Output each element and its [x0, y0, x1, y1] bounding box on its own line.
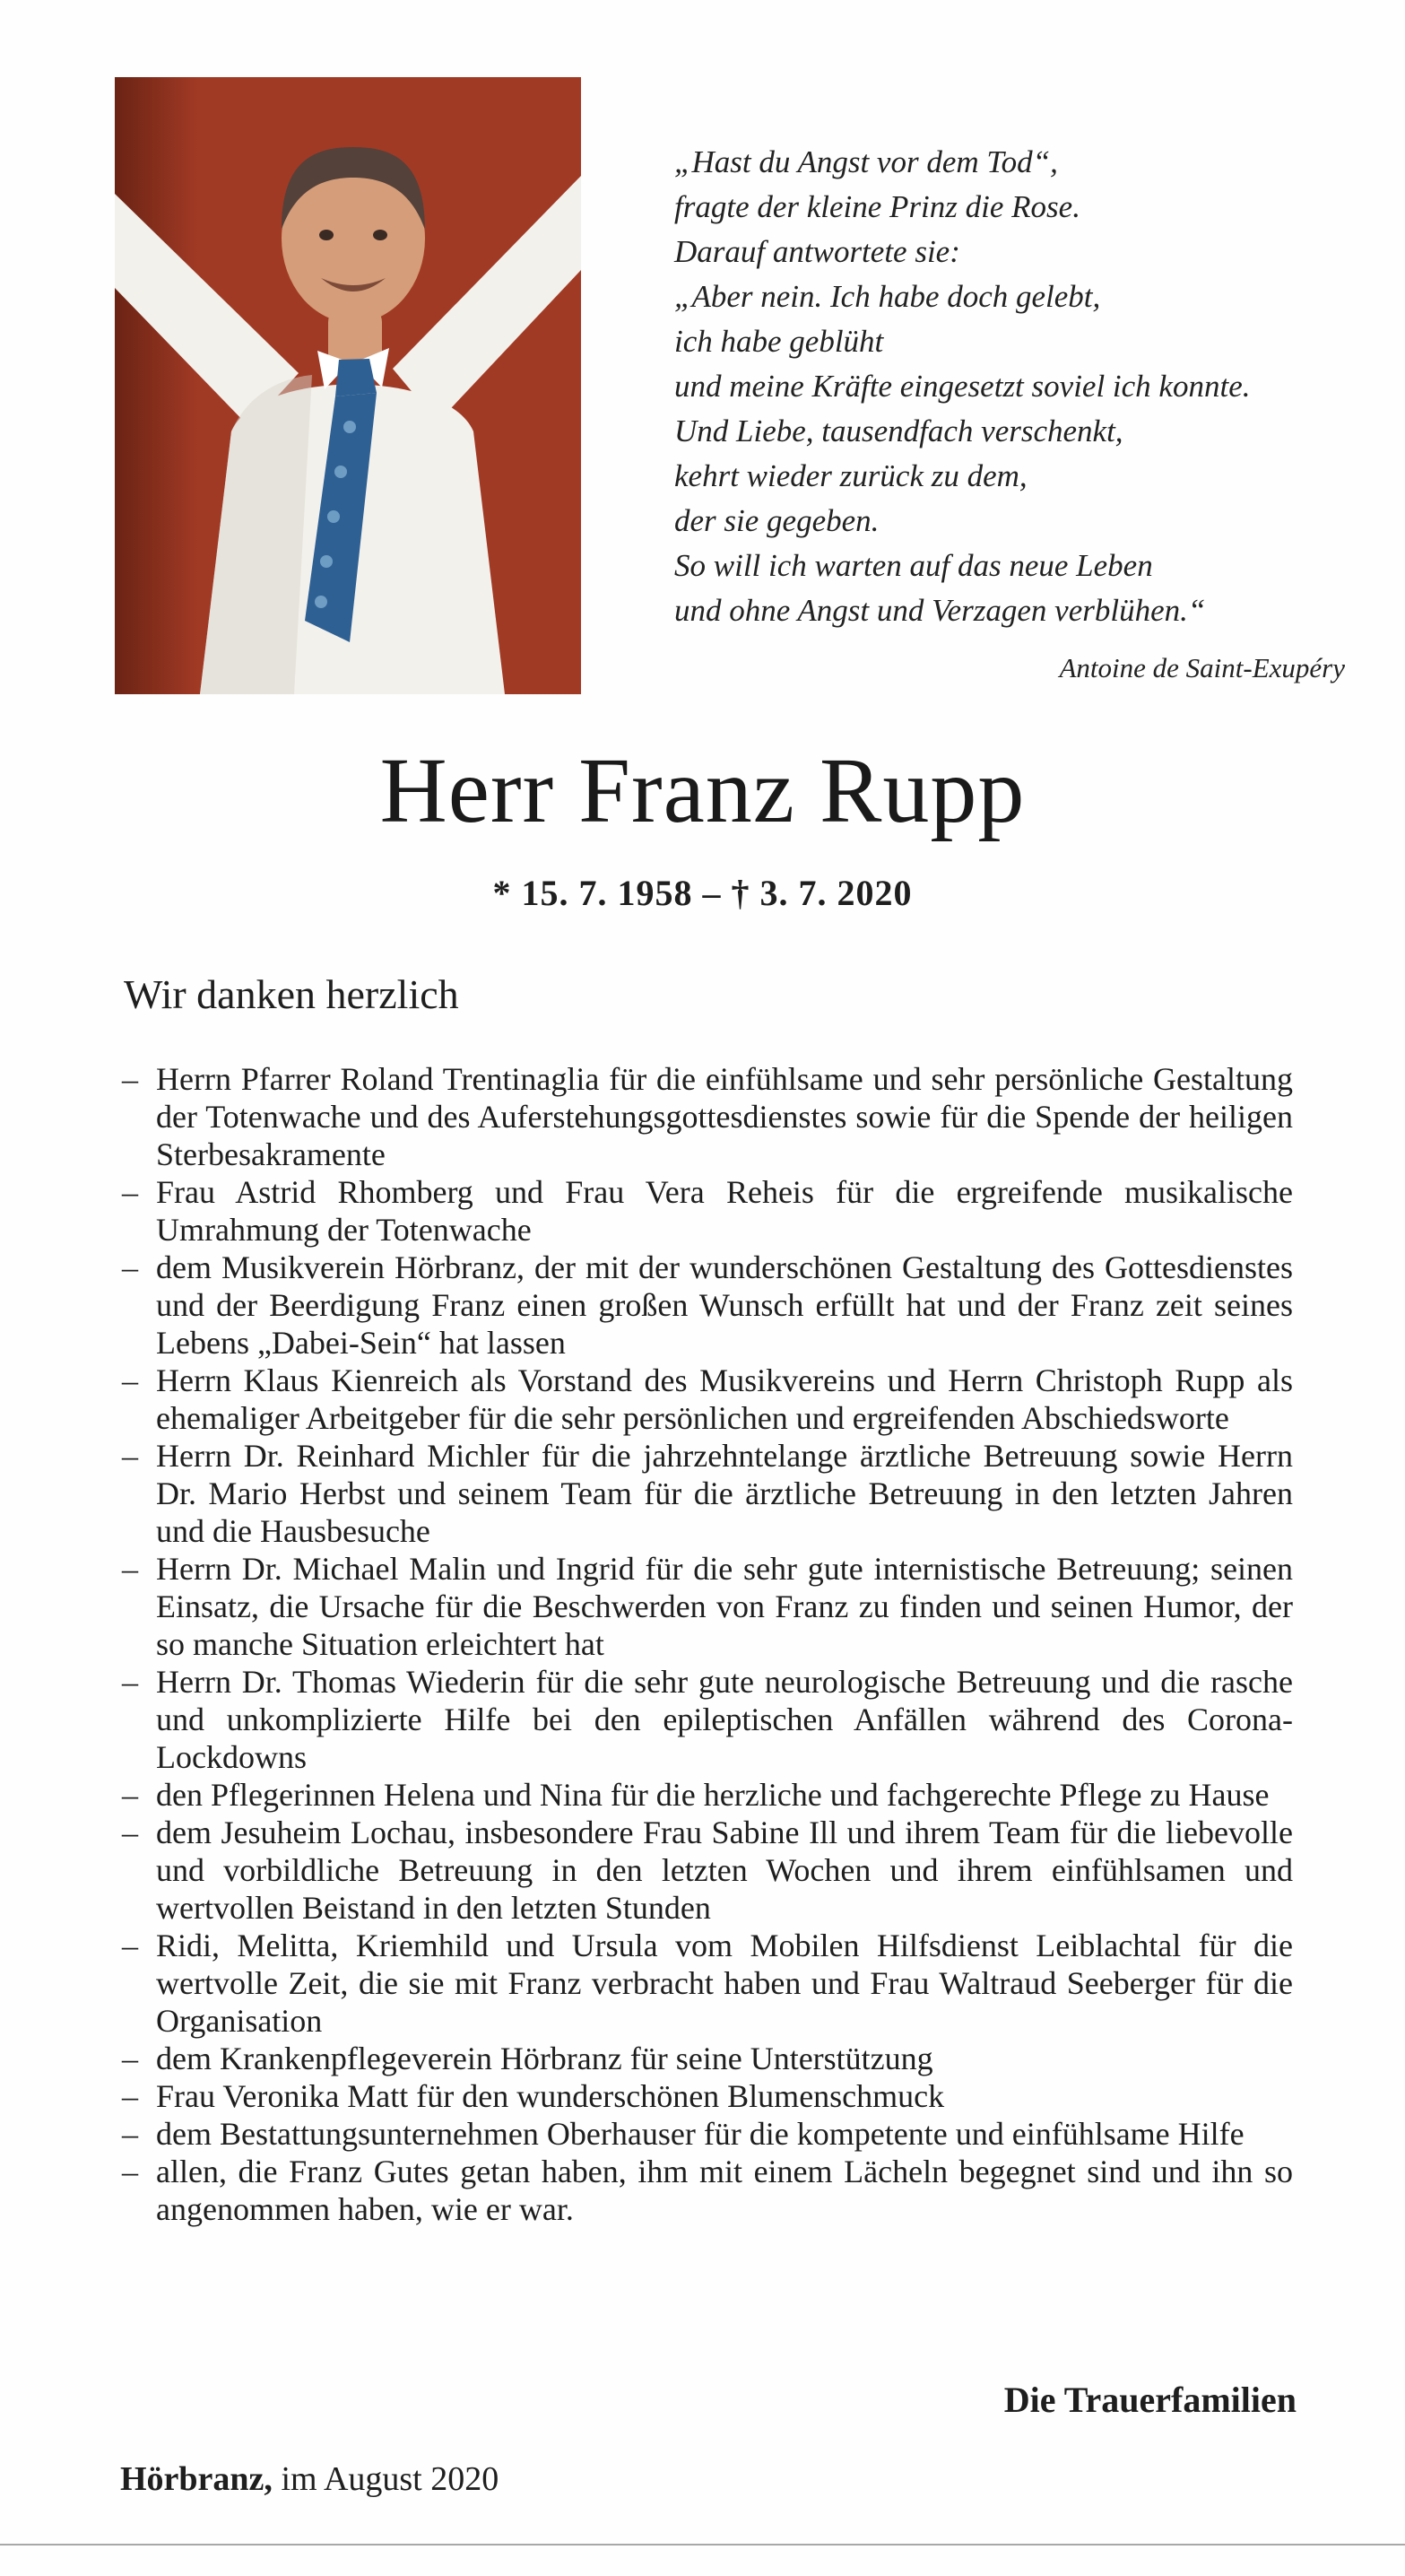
thanks-heading: Wir danken herzlich: [124, 971, 459, 1017]
quote-line: kehrt wieder zurück zu dem,: [674, 458, 1028, 493]
thanks-item: – Herrn Pfarrer Roland Trentinaglia für die einfühlsame und sehr persönliche Gestaltung der Totenwache und des Auferstehungsgottesdienstes sowie für die Spende der heiligen Sterbesakramente: [120, 1060, 1293, 1173]
quote-line: und ohne Angst und Verzagen verblühen.“: [674, 593, 1206, 628]
quote-line: „Hast du Angst vor dem Tod“,: [674, 144, 1058, 179]
quote-line: ich habe geblüht: [674, 324, 884, 359]
thanks-item: – dem Krankenpflegeverein Hörbranz für seine Unterstützung: [120, 2040, 1293, 2077]
quote-line: So will ich warten auf das neue Leben: [674, 548, 1153, 583]
bottom-rule: [0, 2544, 1405, 2546]
thanks-item: – Ridi, Melitta, Kriemhild und Ursula vom Mobilen Hilfsdienst Leiblachtal für die wertvolle Zeit, die sie mit Franz verbracht haben und Frau Waltraud Seeberger für die Organisation: [120, 1927, 1293, 2040]
closing-date: im August 2020: [272, 2460, 499, 2498]
quote-attribution: Antoine de Saint-Exupéry: [1059, 652, 1345, 683]
thanks-item: – dem Musikverein Hörbranz, der mit der wunderschönen Gestaltung des Gottesdienstes und der Beerdigung Franz einen großen Wunsch erfüllt hat und der Franz zeit seines Lebens „Dabei-Sein“ hat lassen: [120, 1249, 1293, 1362]
deceased-name: Herr Franz Rupp: [379, 739, 1026, 842]
quote-block: [674, 140, 1345, 691]
thanks-item: – den Pflegerinnen Helena und Nina für die herzliche und fachgerechte Pflege zu Hause: [120, 1776, 1293, 1814]
quote-lines: [674, 140, 1345, 633]
thanks-list: [120, 1060, 1293, 2228]
portrait-photo: [115, 77, 581, 694]
quote-line: fragte der kleine Prinz die Rose.: [674, 189, 1080, 224]
thanks-item: – Frau Astrid Rhomberg und Frau Vera Reheis für die ergreifende musikalische Umrahmung der Totenwache: [120, 1173, 1293, 1249]
quote-line: „Aber nein. Ich habe doch gelebt,: [674, 279, 1101, 314]
quote-line: und meine Kräfte eingesetzt soviel ich konnte.: [674, 369, 1251, 404]
closing-place-date: [120, 2459, 499, 2499]
thanks-item: – dem Bestattungsunternehmen Oberhauser für die kompetente und einfühlsame Hilfe: [120, 2115, 1293, 2153]
thanks-item: – Herrn Dr. Michael Malin und Ingrid für die sehr gute internistische Betreuung; seinen Einsatz, die Ursache für die Beschwerden von Franz zu finden und seinen Humor, der so manche Situation erleichtert hat: [120, 1550, 1293, 1663]
quote-line: der sie gegeben.: [674, 503, 880, 538]
right-eye: [373, 230, 387, 240]
tie-knot: [335, 359, 377, 396]
thanks-item: – allen, die Franz Gutes getan haben, ihm mit einem Lächeln begegnet sind und ihn so angenommen haben, wie er war.: [120, 2153, 1293, 2228]
closing-place: Hörbranz,: [120, 2460, 273, 2498]
deceased-dates: * 15. 7. 1958 – † 3. 7. 2020: [492, 873, 913, 913]
thanks-item: – Herrn Dr. Thomas Wiederin für die sehr gute neurologische Betreuung und die rasche und unkomplizierte Hilfe bei den epileptischen Anfällen während des Corona-Lockdowns: [120, 1663, 1293, 1776]
quote-line: Und Liebe, tausendfach verschenkt,: [674, 413, 1123, 448]
thanks-item: – Frau Veronika Matt für den wunderschönen Blumenschmuck: [120, 2077, 1293, 2115]
left-eye: [319, 230, 334, 240]
closing-family: Die Trauerfamilien: [1003, 2380, 1297, 2420]
thanks-item: – Herrn Dr. Reinhard Michler für die jahrzehntelange ärztliche Betreuung sowie Herrn Dr. Mario Herbst und seinem Team für die ärztliche Betreuung in den letzten Jahren und die Hausbesuche: [120, 1437, 1293, 1550]
thanks-item: – dem Jesuheim Lochau, insbesondere Frau Sabine Ill und ihrem Team für die liebevolle und vorbildliche Betreuung in den letzten Wochen und ihrem einfühlsamen und wertvollen Beistand in den letzten Stunden: [120, 1814, 1293, 1927]
quote-line: Darauf antwortete sie:: [674, 234, 960, 269]
thanks-item: – Herrn Klaus Kienreich als Vorstand des Musikvereins und Herrn Christoph Rupp als ehemaliger Arbeitgeber für die sehr persönlichen und ergreifenden Abschiedsworte: [120, 1362, 1293, 1437]
